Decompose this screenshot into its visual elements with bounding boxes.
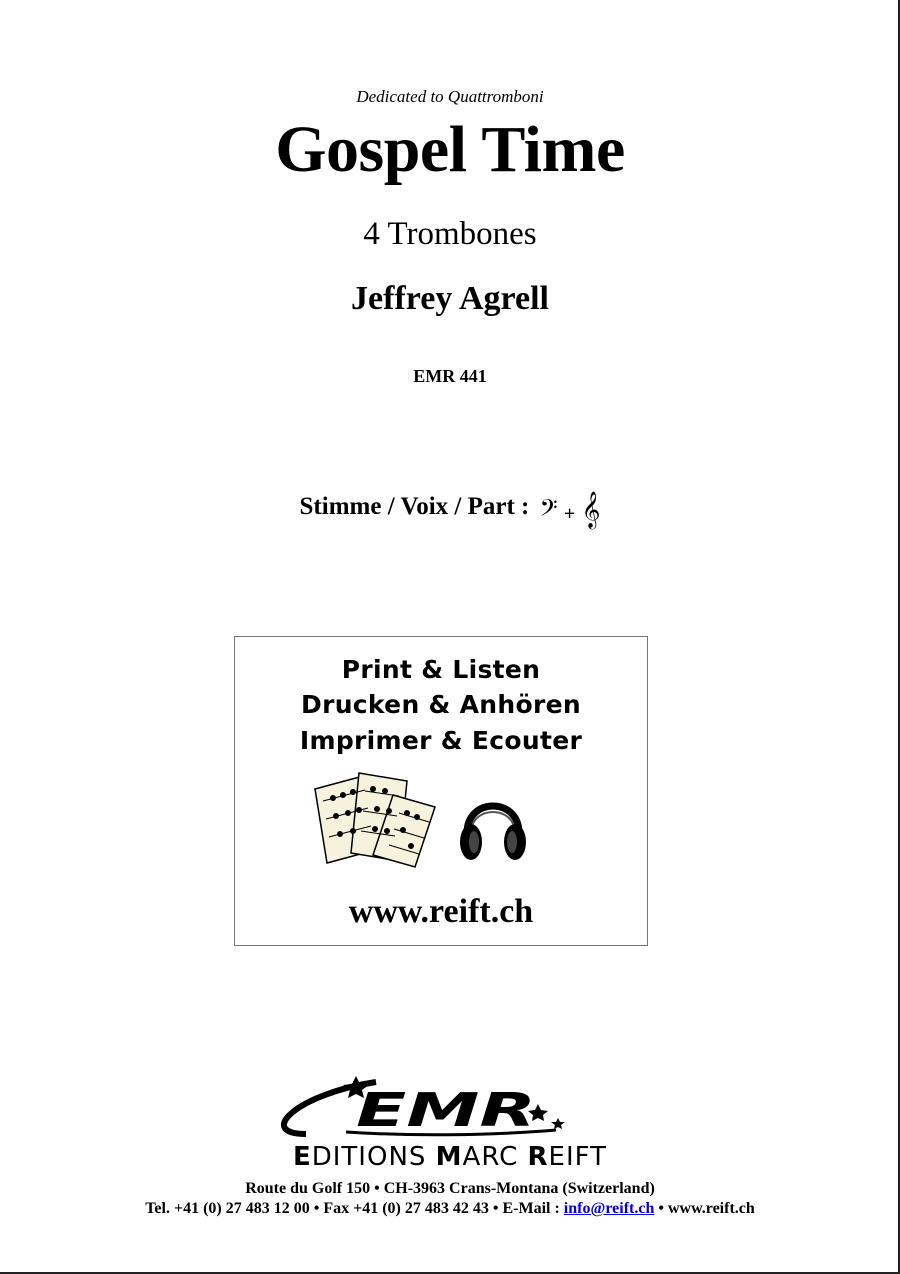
dedication: Dedicated to Quattromboni <box>356 87 544 106</box>
publisher-initial-r: R <box>527 1142 549 1172</box>
publisher-name <box>0 1142 900 1172</box>
email-link[interactable]: info@reift.ch <box>563 1200 655 1217</box>
composer-name: Jeffrey Agrell <box>351 280 549 317</box>
publisher-contact <box>0 1200 900 1218</box>
contact-phone-fax: Tel. +41 (0) 27 483 12 00 • Fax +41 (0) 27 483 42 43 • E-Mail : <box>145 1200 564 1217</box>
publisher-initial-m: M <box>435 1142 463 1172</box>
instrumentation: 4 Trombones <box>363 216 537 252</box>
contact-website: • www.reift.ch <box>654 1200 755 1217</box>
bass-clef-icon: 𝄢 <box>539 494 558 527</box>
print-listen-box[interactable] <box>234 636 648 946</box>
treble-clef-icon: 𝄞 <box>581 490 601 528</box>
emr-logo <box>236 1074 576 1144</box>
catalog-number: EMR 441 <box>413 366 487 386</box>
publisher-word-reift: EIFT <box>548 1142 608 1172</box>
part-label: Stimme / Voix / Part : <box>299 493 530 520</box>
plus-sign: + <box>563 503 576 525</box>
publisher-address: Route du Golf 150 • CH-3963 Crans-Montana (Switzerland) <box>245 1180 655 1197</box>
promo-line-english: Print & Listen <box>341 655 541 684</box>
publisher-initial-e: E <box>292 1142 312 1172</box>
part-line <box>0 490 900 529</box>
sheet-music-icon <box>307 767 437 872</box>
promo-line-german: Drucken & Anhören <box>301 690 581 719</box>
headphones-icon <box>457 787 529 867</box>
promo-website[interactable]: www.reift.ch <box>348 893 534 930</box>
clef-group <box>540 490 601 529</box>
publisher-word-editions: DITIONS <box>311 1142 436 1172</box>
publisher-word-marc: ARC <box>462 1142 528 1172</box>
promo-line-french: Imprimer & Ecouter <box>299 726 583 755</box>
page-title: Gospel Time <box>275 113 625 186</box>
emr-logo-text: EMR <box>356 1083 536 1137</box>
